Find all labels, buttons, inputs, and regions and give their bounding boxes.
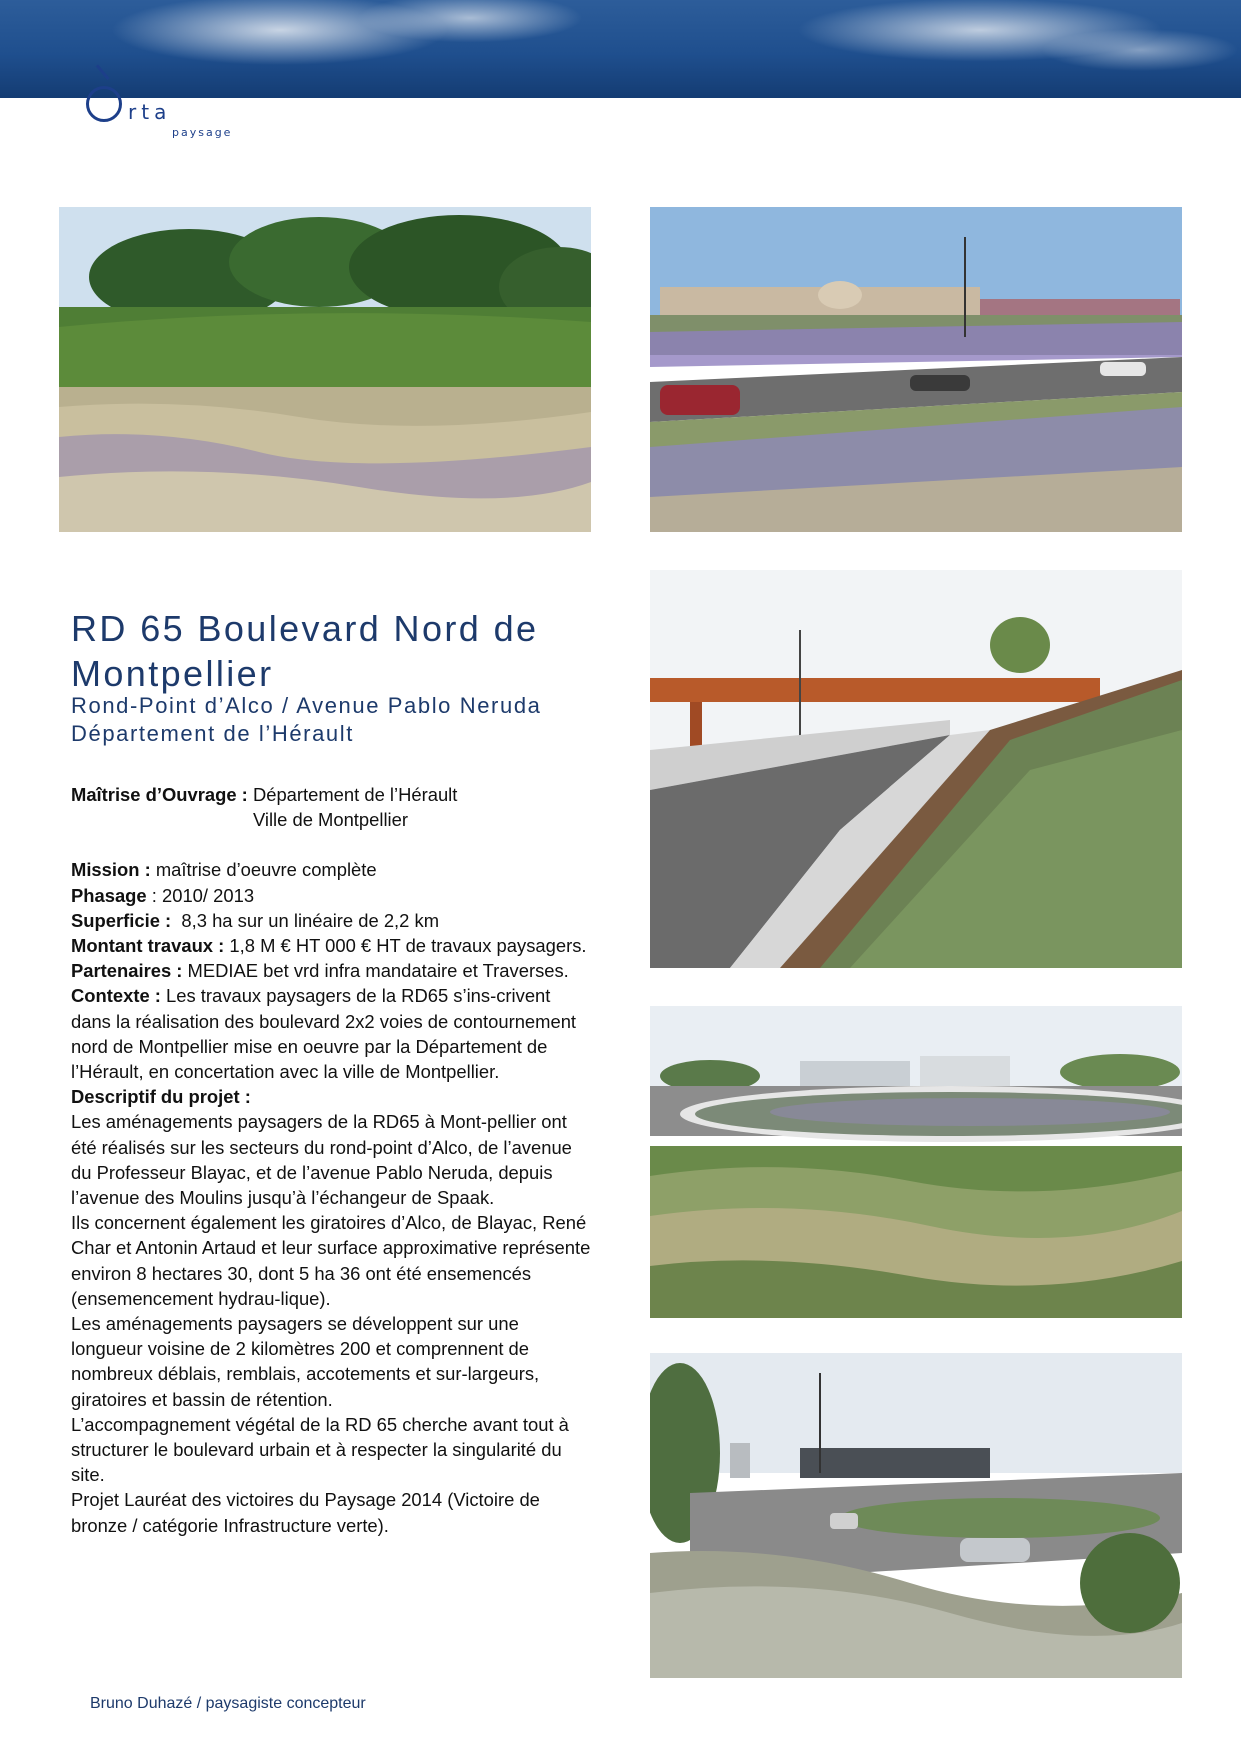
descriptif-paragraph: Les aménagements paysagers se développent sur une longueur voisine de 2 kilomètres 200 et comprennent de nombreux déblais, remblais, accotements et sur-largeurs, giratoires et bassin de rétention. <box>71 1313 540 1410</box>
phasage-row <box>71 883 591 908</box>
mission-label: Mission : <box>71 859 151 881</box>
descriptif-paragraph: L’accompagnement végétal de la RD 65 cherche avant tout à structurer le boulevard urbain et à respecter la singularité du site. <box>71 1413 569 1486</box>
phasage-label: Phasage <box>71 884 147 906</box>
logo-accent-mark <box>96 58 118 80</box>
montant-value: 1,8 M € HT 000 € HT de travaux paysagers. <box>229 935 587 957</box>
descriptif-paragraph: Projet Lauréat des victoires du Paysage 2014 (Victoire de bronze / catégorie Infrastructure verte). <box>71 1489 540 1536</box>
photo-road-lavender <box>650 207 1182 532</box>
project-subtitle-location: Rond-Point d’Alco / Avenue Pablo Neruda <box>71 693 542 718</box>
project-title: RD 65 Boulevard Nord de Montpellier <box>71 608 539 694</box>
logo-text: rta <box>128 100 172 124</box>
superficie-row <box>71 908 591 933</box>
partenaires-label: Partenaires : <box>71 960 183 982</box>
maitrise-label: Maîtrise d’Ouvrage : <box>71 784 248 805</box>
maitrise-ouvrage-row <box>71 782 591 832</box>
contexte-row <box>71 983 591 1084</box>
maitrise-value-2: Ville de Montpellier <box>252 809 408 831</box>
partenaires-row <box>71 958 591 983</box>
superficie-label: Superficie : <box>71 909 172 931</box>
phasage-value: : 2010/ 2013 <box>151 884 255 906</box>
footer-credit: Bruno Duhazé / paysagiste concepteur <box>90 1695 366 1712</box>
photo-pines-grasses <box>59 207 591 532</box>
maitrise-values <box>253 782 457 832</box>
partenaires-value: MEDIAE bet vrd infra mandataire et Traverses. <box>187 960 569 982</box>
mission-row <box>71 857 591 882</box>
contexte-value: Les travaux paysagers de la RD65 s’ins-crivent dans la réalisation des boulevard 2x2 voies de contournement nord de Montpellier mise en oeuvre par la Département de l’Hérault, en concertation avec la ville de Montpellier. <box>71 985 577 1083</box>
maitrise-value-1: Département de l’Hérault <box>252 784 458 805</box>
mission-value: maîtrise d’oeuvre complète <box>155 859 377 881</box>
orta-logo <box>82 56 262 146</box>
photo-city-roundabout-shrubs <box>650 1353 1182 1678</box>
contexte-label: Contexte : <box>71 985 161 1007</box>
photo-bridge-grass-slope <box>650 570 1182 968</box>
photo-roundabout-pennisetum <box>650 1006 1182 1318</box>
logo-o-circle <box>86 86 122 122</box>
descriptif-paragraph: Ils concernent également les giratoires d’Alco, de Blayac, René Char et Antonin Artaud et leur surface approximative représente environ 8 hectares 30, dont 5 ha 36 ont été ensemencés (ensemencement hydrau-lique). <box>71 1212 591 1309</box>
descriptif-heading <box>71 1084 591 1109</box>
project-subtitle-department: Département de l’Hérault <box>71 721 354 746</box>
descriptif-paragraph: Les aménagements paysagers de la RD65 à Mont-pellier ont été réalisés sur les secteurs du rond-point d’Alco, de l’avenue du Professeur Blayac, et de l’avenue Pablo Neruda, depuis l’avenue des Moulins jusqu’à l’échangeur de Spaak. <box>71 1111 572 1209</box>
montant-row <box>71 933 591 958</box>
superficie-value: 8,3 ha sur un linéaire de 2,2 km <box>181 909 440 931</box>
descriptif-label: Descriptif du projet : <box>71 1086 251 1108</box>
montant-label: Montant travaux : <box>71 935 225 957</box>
logo-subtext: paysage <box>172 126 233 139</box>
project-details <box>71 782 591 1538</box>
